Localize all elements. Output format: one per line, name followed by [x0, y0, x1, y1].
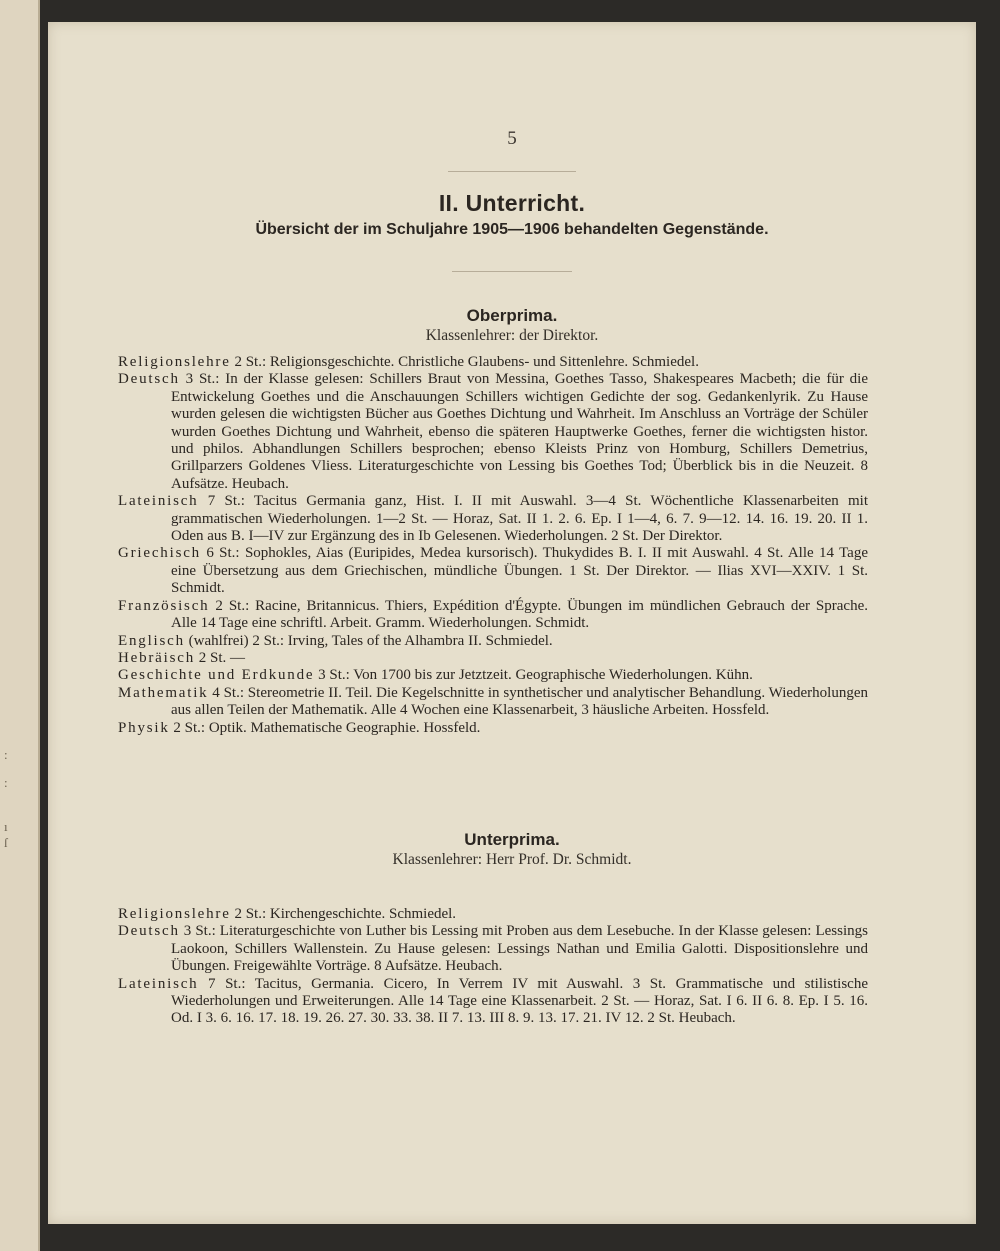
subject-name: Englisch	[118, 632, 185, 649]
subject-name: Lateinisch	[118, 975, 199, 992]
subject-entry-lateinisch	[118, 976, 868, 1028]
chapter-title: II. Unterricht.	[438, 190, 586, 216]
subject-name: Religionslehre	[118, 906, 231, 922]
subject-entry-griechisch	[118, 545, 868, 597]
subject-details: 6 St.: Sophokles, Aias (Euripides, Medea kursorisch). Thukydides B. I. II mit Auswahl. 4 St. Alle 14 Tage eine Übersetzung aus dem Griechischen, mündliche Übungen. 1 St. Der Direktor. — Ilias XVI—XXIV. 1 St. Schmidt.	[171, 545, 868, 597]
subject-details: 2 St.: Kirchengeschichte. Schmiedel.	[230, 906, 457, 922]
subject-entry-deutsch	[118, 923, 868, 975]
subject-name: Geschichte und Erdkunde	[118, 667, 315, 684]
facing-page-edge	[0, 0, 40, 1251]
subject-entry-religionslehre	[118, 354, 868, 371]
subject-entry-hebraeisch	[118, 650, 868, 667]
subject-name: Deutsch	[118, 923, 180, 940]
subject-name: Hebräisch	[118, 649, 196, 666]
facing-page-mark: ſ	[4, 835, 8, 850]
subject-details: 3 St.: Von 1700 bis zur Jetztzeit. Geographische Wiederholungen. Kühn.	[314, 667, 753, 684]
subject-name: Religionslehre	[118, 354, 231, 370]
subject-entry-englisch	[118, 633, 868, 650]
section-teacher-unterprima: Klassenlehrer: Herr Prof. Dr. Schmidt.	[392, 851, 632, 868]
subject-name: Lateinisch	[118, 493, 199, 510]
subject-entry-mathematik	[118, 685, 868, 720]
section-title-oberprima: Oberprima.	[466, 306, 558, 325]
subject-name: Mathematik	[118, 684, 209, 701]
subject-entry-geschichte-erdkunde	[118, 667, 868, 684]
subject-entry-physik	[118, 720, 868, 737]
document-page	[48, 22, 976, 1224]
subject-details: 7 St.: Tacitus Germania ganz, Hist. I. II mit Auswahl. 3—4 St. Wöchentliche Klassenarbeiten mit grammatischen Wiederholungen. 1—2 St. — Horaz, Sat. II 1. 2. 6. Ep. I 1—4, 6. 7. 9—12. 14. 16. 19. 20. II 1. Oden aus B. I—IV zur Ergänzung des in Ib Gelesenen. Wiederholungen. 2 St. Der Direktor.	[171, 493, 868, 545]
subject-name: Physik	[118, 719, 170, 736]
subject-name: Französisch	[118, 597, 210, 614]
divider-rule	[452, 271, 572, 272]
subject-entry-lateinisch	[118, 493, 868, 545]
subject-details: (wahlfrei) 2 St.: Irving, Tales of the Alhambra II. Schmiedel.	[184, 632, 553, 649]
subject-entry-religionslehre	[118, 906, 868, 923]
subject-details: 3 St.: In der Klasse gelesen: Schillers Braut von Messina, Goethes Tasso, Shakespeares Macbeth; die für die Entwickelung Goethes und die Anschauungen Schillers wichtigen Gedichte der sog. Gedankenlyrik. Zu Hause wurden gelesen die wichtigsten Bücher aus Goethes Dichtung und Wahrheit. Im Anschluss an Vorträge der Schüler wurden Goethes Dichtung und Wahrheit, ebenso die späteren Hauptwerke Goethes, ferner die wichtigsten histor. und philos. Abhandlungen Schillers besprochen; ebenso Kleists Prinz von Homburg, Schillers Demetrius, Grillparzers Goldenes Vliess. Literaturgeschichte von Lessing bis Goethes Tod; Überblick bis in die Neuzeit. 8 Aufsätze. Heubach.	[171, 371, 868, 492]
subject-name: Griechisch	[118, 545, 201, 562]
facing-page-mark: :	[4, 747, 8, 762]
subject-details: 3 St.: Literaturgeschichte von Luther bis Lessing mit Proben aus dem Lesebuche. In der Klasse gelesen: Lessings Laokoon, Schillers Wallenstein. Zu Hause gelesen: Lessings Nathan und Emilia Galotti. Dispositionslehre und Übungen. Freigewählte Vorträge. 8 Aufsätze. Heubach.	[171, 923, 868, 975]
subject-name: Deutsch	[118, 371, 180, 388]
subject-details: 2 St.: Religionsgeschichte. Christliche Glaubens- und Sittenlehre. Schmiedel.	[230, 354, 699, 370]
subject-details: 2 St.: Racine, Britannicus. Thiers, Expédition d'Égypte. Übungen im mündlichen Gebrauch der Sprache. Alle 14 Tage eine schriftl. Arbeit. Gramm. Wiederholungen. Schmidt.	[171, 597, 868, 632]
subject-details: 7 St.: Tacitus, Germania. Cicero, In Verrem IV mit Auswahl. 3 St. Grammatische und stilistische Wiederholungen und Erweiterungen. Alle 14 Tage eine Klassenarbeit. 2 St. — Horaz, Sat. I 6. II 6. 8. Ep. I 5. 16. Od. I 3. 6. 16. 17. 18. 19. 26. 27. 30. 33. 38. II 7. 13. III 8. 9. 13. 17. 21. IV 12. 2 St. Heubach.	[171, 975, 868, 1027]
facing-page-mark: ı	[4, 819, 8, 834]
divider-rule	[448, 171, 576, 172]
subject-list-unterprima	[118, 906, 868, 1028]
subject-details: 2 St.: Optik. Mathematische Geographie. Hossfeld.	[169, 719, 481, 736]
section-teacher-oberprima: Klassenlehrer: der Direktor.	[425, 327, 599, 344]
section-title-unterprima: Unterprima.	[464, 830, 560, 849]
facing-page-mark: :	[4, 775, 8, 790]
subject-details: 4 St.: Stereometrie II. Teil. Die Kegelschnitte in synthetischer und analytischer Behandlung. Wiederholungen aus allen Teilen der Mathematik. Alle 4 Wochen eine Klassenarbeit, 3 häusliche Arbeiten. Hossfeld.	[171, 684, 868, 719]
subject-list-oberprima	[118, 354, 868, 737]
chapter-subtitle: Übersicht der im Schuljahre 1905—1906 behandelten Gegenstände.	[255, 221, 769, 238]
subject-entry-deutsch	[118, 371, 868, 493]
page-number: 5	[507, 128, 517, 149]
subject-details: 2 St. —	[195, 649, 246, 666]
subject-entry-franzoesisch	[118, 598, 868, 633]
